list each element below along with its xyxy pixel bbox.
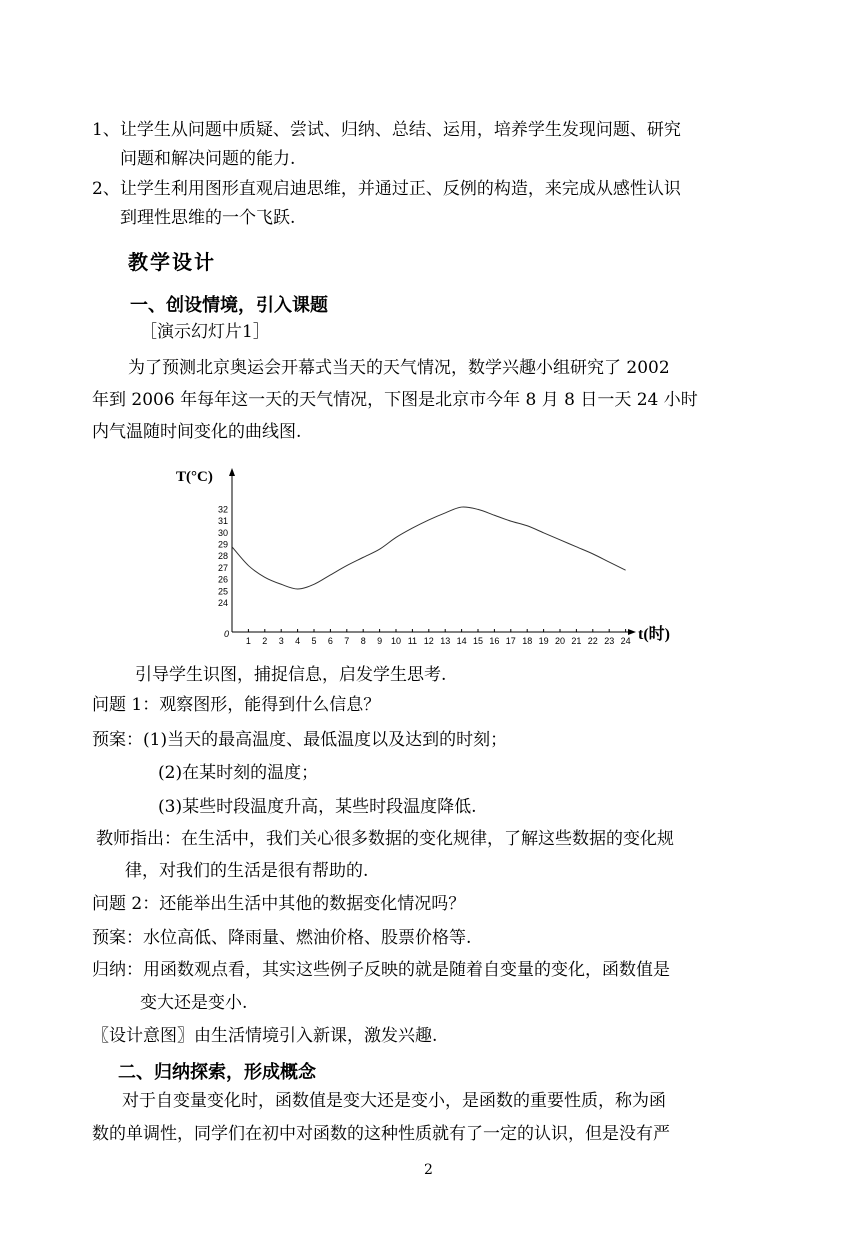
y-axis-label: T(°C)	[176, 469, 213, 485]
y-ticks	[218, 504, 228, 608]
x-tick-label: 15	[472, 636, 484, 646]
y-tick-label: 29	[217, 539, 228, 550]
objective-1-line-2: 问题和解决问题的能力.	[120, 149, 296, 169]
x-tick-label: 3	[278, 636, 284, 646]
slide-label: ［演示幻灯片1］	[140, 322, 270, 342]
section2-title: 二、归纳探索，形成概念	[118, 1062, 316, 1083]
origin-label: 0	[224, 629, 230, 639]
y-tick-label: 27	[217, 562, 228, 573]
section2-line-1: 对于自变量变化时，函数值是变大还是变小，是函数的重要性质，称为函	[122, 1091, 666, 1111]
temperature-chart	[168, 462, 708, 652]
y-tick-label: 32	[217, 504, 228, 515]
x-tick-label: 23	[604, 636, 615, 646]
x-tick-label: 19	[538, 636, 549, 646]
body-line-8: 问题 2：还能举出生活中其他的数据变化情况吗？	[92, 894, 466, 914]
objective-1-line-1: 1、让学生从问题中质疑、尝试、归纳、总结、运用，培养学生发现问题、研究	[92, 120, 681, 140]
x-tick-label: 2	[262, 636, 268, 646]
body-line-10: 归纳：用函数观点看，其实这些例子反映的就是随着自变量的变化，函数值是	[92, 960, 670, 980]
y-tick-label: 28	[217, 551, 228, 562]
x-tick-label: 1	[245, 636, 251, 646]
body-line-5: (3)某些时段温度升高，某些时段温度降低.	[158, 797, 477, 817]
page-number: 2	[424, 1162, 433, 1178]
x-axis	[232, 629, 636, 635]
x-tick-label: 10	[390, 636, 402, 646]
body-line-2: 问题 1：观察图形，能得到什么信息？	[92, 695, 381, 715]
x-tick-label: 13	[440, 636, 451, 646]
objective-2-line-1: 2、让学生利用图形直观启迪思维，并通过正、反例的构造，来完成从感性认识	[92, 179, 681, 199]
objective-2-line-2: 到理性思维的一个飞跃.	[120, 208, 296, 228]
x-tick-label: 20	[554, 636, 566, 646]
x-tick-label: 24	[620, 636, 631, 646]
body-line-6: 教师指出：在生活中，我们关心很多数据的变化规律，了解这些数据的变化规	[96, 829, 674, 849]
y-tick-label: 26	[217, 574, 228, 585]
y-tick-label: 30	[217, 527, 228, 538]
section1-title: 一、创设情境，引入课题	[130, 295, 328, 316]
x-tick-label: 18	[522, 636, 533, 646]
x-tick-label: 12	[423, 636, 434, 646]
body-line-12: 〖设计意图〗由生活情境引入新课，激发兴趣.	[92, 1026, 438, 1046]
section2-line-2: 数的单调性，同学们在初中对函数的这种性质就有了一定的认识，但是没有严	[92, 1124, 670, 1144]
intro-line-2: 年到 2006 年每年这一天的天气情况，下图是北京市今年 8 月 8 日一天 24 小时	[92, 390, 698, 410]
x-axis-label: t(时)	[638, 626, 670, 643]
x-tick-label: 21	[571, 636, 582, 646]
y-tick-label: 31	[217, 516, 228, 527]
x-tick-label: 22	[587, 636, 598, 646]
body-line-4: (2)在某时刻的温度；	[158, 763, 319, 783]
body-line-7: 律，对我们的生活是很有帮助的.	[125, 861, 369, 881]
body-line-11: 变大还是变小.	[140, 993, 248, 1013]
x-tick-label: 7	[344, 636, 350, 646]
x-tick-label: 6	[327, 636, 333, 646]
body-line-1: 引导学生识图，捕捉信息，启发学生思考.	[135, 665, 447, 685]
x-tick-label: 9	[377, 636, 383, 646]
temperature-curve	[232, 507, 626, 589]
design-title: 教学设计	[128, 250, 216, 274]
x-tick-label: 5	[311, 636, 317, 646]
x-tick-label: 11	[407, 636, 418, 646]
x-tick-label: 4	[295, 636, 301, 646]
x-tick-label: 16	[489, 636, 500, 646]
x-tick-label: 17	[505, 636, 516, 646]
intro-line-3: 内气温随时间变化的曲线图.	[92, 422, 302, 442]
body-line-3: 预案：(1)当天的最高温度、最低温度以及达到的时刻；	[92, 730, 508, 750]
y-tick-label: 25	[217, 586, 228, 597]
x-tick-label: 14	[456, 636, 467, 646]
body-line-9: 预案：水位高低、降雨量、燃油价格、股票价格等.	[92, 928, 472, 948]
y-tick-label: 24	[217, 598, 228, 608]
x-tick-label: 8	[360, 636, 366, 646]
intro-line-1: 为了预测北京奥运会开幕式当天的天气情况，数学兴趣小组研究了 2002	[128, 358, 670, 378]
